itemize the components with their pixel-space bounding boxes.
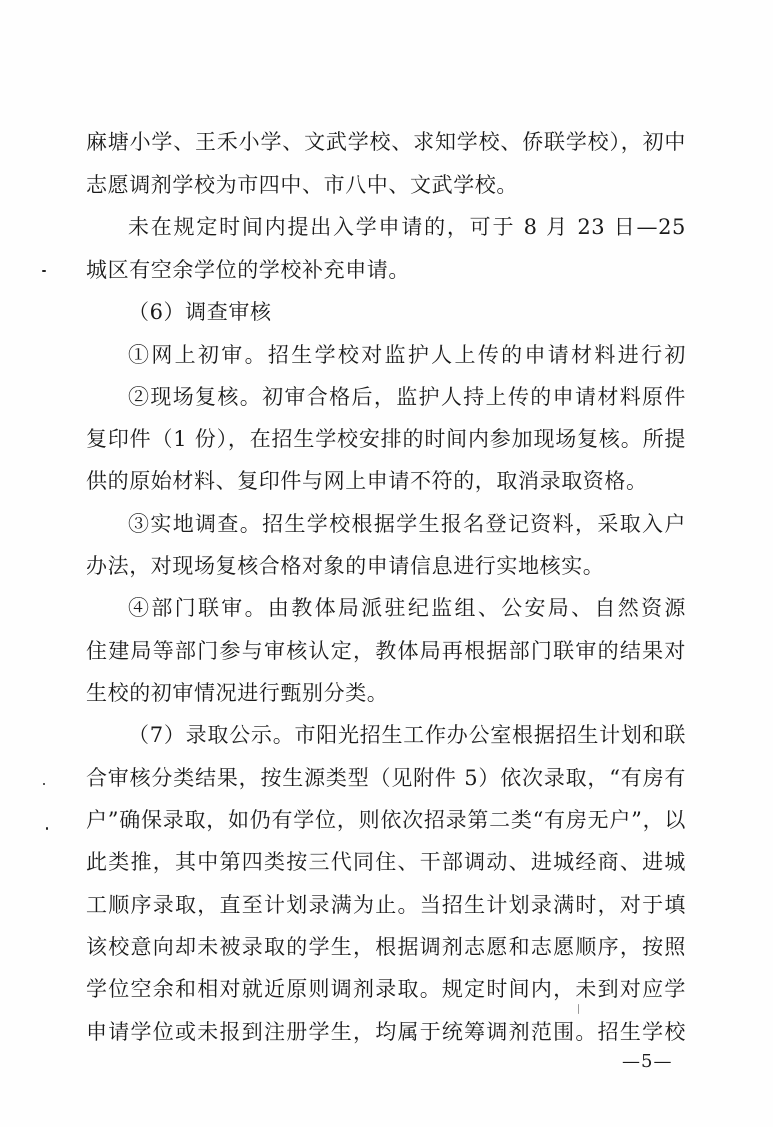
text-line: 志愿调剂学校为市四中、市八中、文武学校。 xyxy=(86,173,518,197)
text-line: 复印件（1 份），在招生学校安排的时间内参加现场复核。所提 xyxy=(86,427,686,451)
text-line: ④部门联审。由教体局派驻纪监组、公安局、自然资源 xyxy=(128,596,686,620)
text-line: 供的原始材料、复印件与网上申请不符的，取消录取资格。 xyxy=(86,469,648,493)
section-heading: （6）调查审核 xyxy=(128,300,272,324)
scan-speck xyxy=(46,827,48,830)
text-line: 城区有空余学位的学校补充申请。 xyxy=(86,258,410,282)
text-line: 学位空余和相对就近原则调剂录取。规定时间内，未到对应学 xyxy=(86,977,686,1001)
scan-speck xyxy=(42,270,46,272)
scan-speck xyxy=(43,783,45,785)
text-line: 麻塘小学、王禾小学、文武学校、求知学校、侨联学校），初中 xyxy=(86,130,686,154)
text-line: 住建局等部门参与审核认定，教体局再根据部门联审的结果对 xyxy=(86,639,686,663)
text-line: ③实地调查。招生学校根据学生报名登记资料，采取入户 xyxy=(128,512,686,536)
text-line: 合审核分类结果，按生源类型（见附件 5）依次录取，“有房有 xyxy=(86,766,686,790)
text-line: 户”确保录取，如仍有学位，则依次招录第二类“有房无户”，以 xyxy=(86,808,686,832)
scan-speck xyxy=(578,1004,579,1014)
text-line: 该校意向却未被录取的学生，根据调剂志愿和志愿顺序，按照 xyxy=(86,935,686,959)
text-line: 工顺序录取，直至计划录满为止。当招生计划录满时，对于填 xyxy=(86,893,686,917)
text-line: 未在规定时间内提出入学申请的，可于 8 月 23 日—25 xyxy=(128,215,686,239)
text-line: ②现场复核。初审合格后，监护人持上传的申请材料原件 xyxy=(128,385,686,409)
text-line: 办法，对现场复核合格对象的申请信息进行实地核实。 xyxy=(86,554,605,578)
text-line: 生校的初审情况进行甄别分类。 xyxy=(86,681,389,705)
text-line: 申请学位或未报到注册学生，均属于统筹调剂范围。招生学校 xyxy=(86,1020,686,1044)
text-line: 此类推，其中第四类按三代同住、干部调动、进城经商、进城 xyxy=(86,850,686,874)
text-line: （7）录取公示。市阳光招生工作办公室根据招生计划和联 xyxy=(128,723,686,747)
page-number: —5— xyxy=(622,1051,673,1072)
text-line: ①网上初审。招生学校对监护人上传的申请材料进行初 xyxy=(128,343,686,367)
